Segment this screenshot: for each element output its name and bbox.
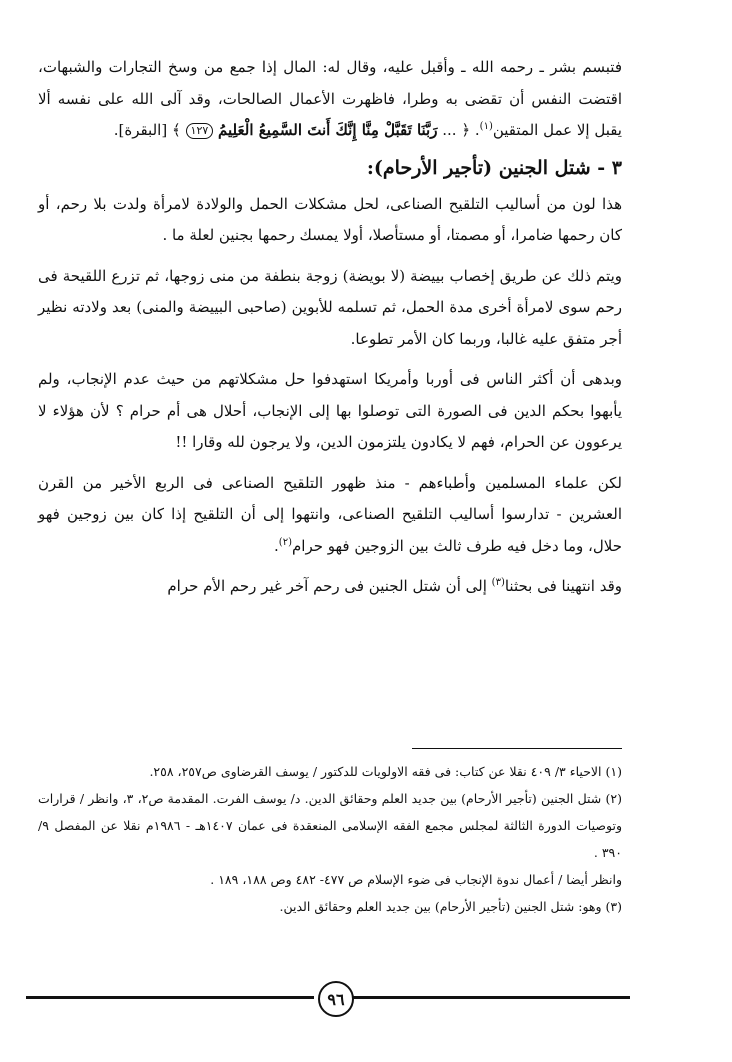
footnote-ref-3: (٣) [491,577,505,588]
footnote-1: (١) الاحياء ٣/ ٤٠٩ نقلا عن كتاب: فى فقه الاولويات للدكتور / يوسف القرضاوى ص٢٥٧، ٢٥٨. [149,764,622,779]
footnote-2: (٢) شتل الجنين (تأجير الأرحام) بين جديد العلم وحقائق الدين. د/ يوسف الفرت. المقدمة ص٢، ٣، وانظر / قرارات وتوصيات الدورة الثالثة لمجلس مجمع الفقه الإسلامى المنعقدة فى عمان ١٤٠٧هـ - ١٩٨٦م نقلا عن المفصل ٩/ ٣٩٠ . [38,791,622,860]
paragraph-2: ويتم ذلك عن طريق إخصاب بييضة (لا بويضة) زوجة بنطفة من منى زوجها، ثم تزرع اللقيحة فى رحم سوى لامرأة أخرى مدة الحمل، ثم تسلمه للأبوين (صاحبى البييضة والمنى) بعد ولادته نظير أجر متفق عليه غالبا، وربما كان الأمر تطوعا. [38,266,622,348]
footnote-ref-2: (٢) [278,536,292,548]
paragraph-4 [38,468,622,563]
footnote-3: (٣) وهو: شتل الجنين (تأجير الأرحام) بين جديد العلم وحقائق الدين. [279,899,622,914]
quran-open: . ﴿ ... [442,121,480,139]
quran-verse: رَبَّنَا تَقَبَّلْ مِنَّا إِنَّكَ أَنتَ السَّمِيعُ الْعَلِيمُ [218,121,438,139]
paragraph-5-rest: إلى أن شتل الجنين فى رحم آخر غير رحم الأم حرام [167,577,487,595]
paragraph-5 [38,571,622,603]
intro-paragraph [38,52,622,147]
paragraph-3: وبدهى أن أكثر الناس فى أوربا وأمريكا استهدفوا حل مشكلاتهم من حيث عدم الإنجاب، ولم يأبهوا بحكم الدين فى الصورة التى توصلوا بها إلى الإنجاب، أحلال هى أم حرام ؟ لأن هؤلاء لا يرعوون عن الحرام، فهم لا يكادون يلتزمون الدين، ولا يرجون لله وقارا !! [38,370,622,451]
intro-text: فتبسم بشر ـ رحمه الله ـ وأقبل عليه، وقال له: المال إذا جمع من وسخ التجارات والشبهات، اقتضت النفس أن تقضى به وطرا، فاظهرت الأعمال الصالحات، وقد آلى الله على نفسه ألا يقبل إلا عمل المتقين [38,58,622,139]
page-number: ٩٦ [318,981,354,1017]
ayah-number-badge: ١٢٧ [186,123,214,139]
footnote-2-continued: وانظر أيضا / أعمال ندوة الإنجاب فى ضوء الإسلام ص ٤٧٧- ٤٨٢ وص ١٨٨، ١٨٩ . [210,872,622,887]
footnote-ref-1: (١) [479,121,493,132]
footnotes [38,758,622,920]
paragraph-4-end: . [274,536,279,555]
paragraph-5-start: وقد انتهينا فى بحثنا [504,577,622,595]
page-footer [0,975,732,1025]
section-heading: ٣ - شتل الجنين (تأجير الأرحام): [366,156,622,179]
paragraph-4-text: لكن علماء المسلمين وأطباءهم - منذ ظهور التلقيح الصناعى فى الربع الأخير من القرن العشرين - تدارسوا أساليب التلقيح الصناعى، وانتهوا إلى أن التلقيح إذا كان بين زوجين فهو حلال، وما دخل فيه طرف ثالث بين الزوجين فهو حرام [38,473,622,555]
paragraph-1: هذا لون من أساليب التلقيح الصناعى، لحل مشكلات الحمل والولادة لامرأة ولدت بلا رحم، أو كان رحمها ضامرا، أو مصمتا، أو مستأصلا، أولا يمسك رحمها بجنين لعلة ما . [38,194,622,244]
footnote-separator [412,748,622,749]
footer-rule-left [26,996,314,999]
quran-close-source: ﴾ [البقرة]. [113,121,181,139]
footer-rule-right [352,996,630,999]
page-body [38,52,622,612]
